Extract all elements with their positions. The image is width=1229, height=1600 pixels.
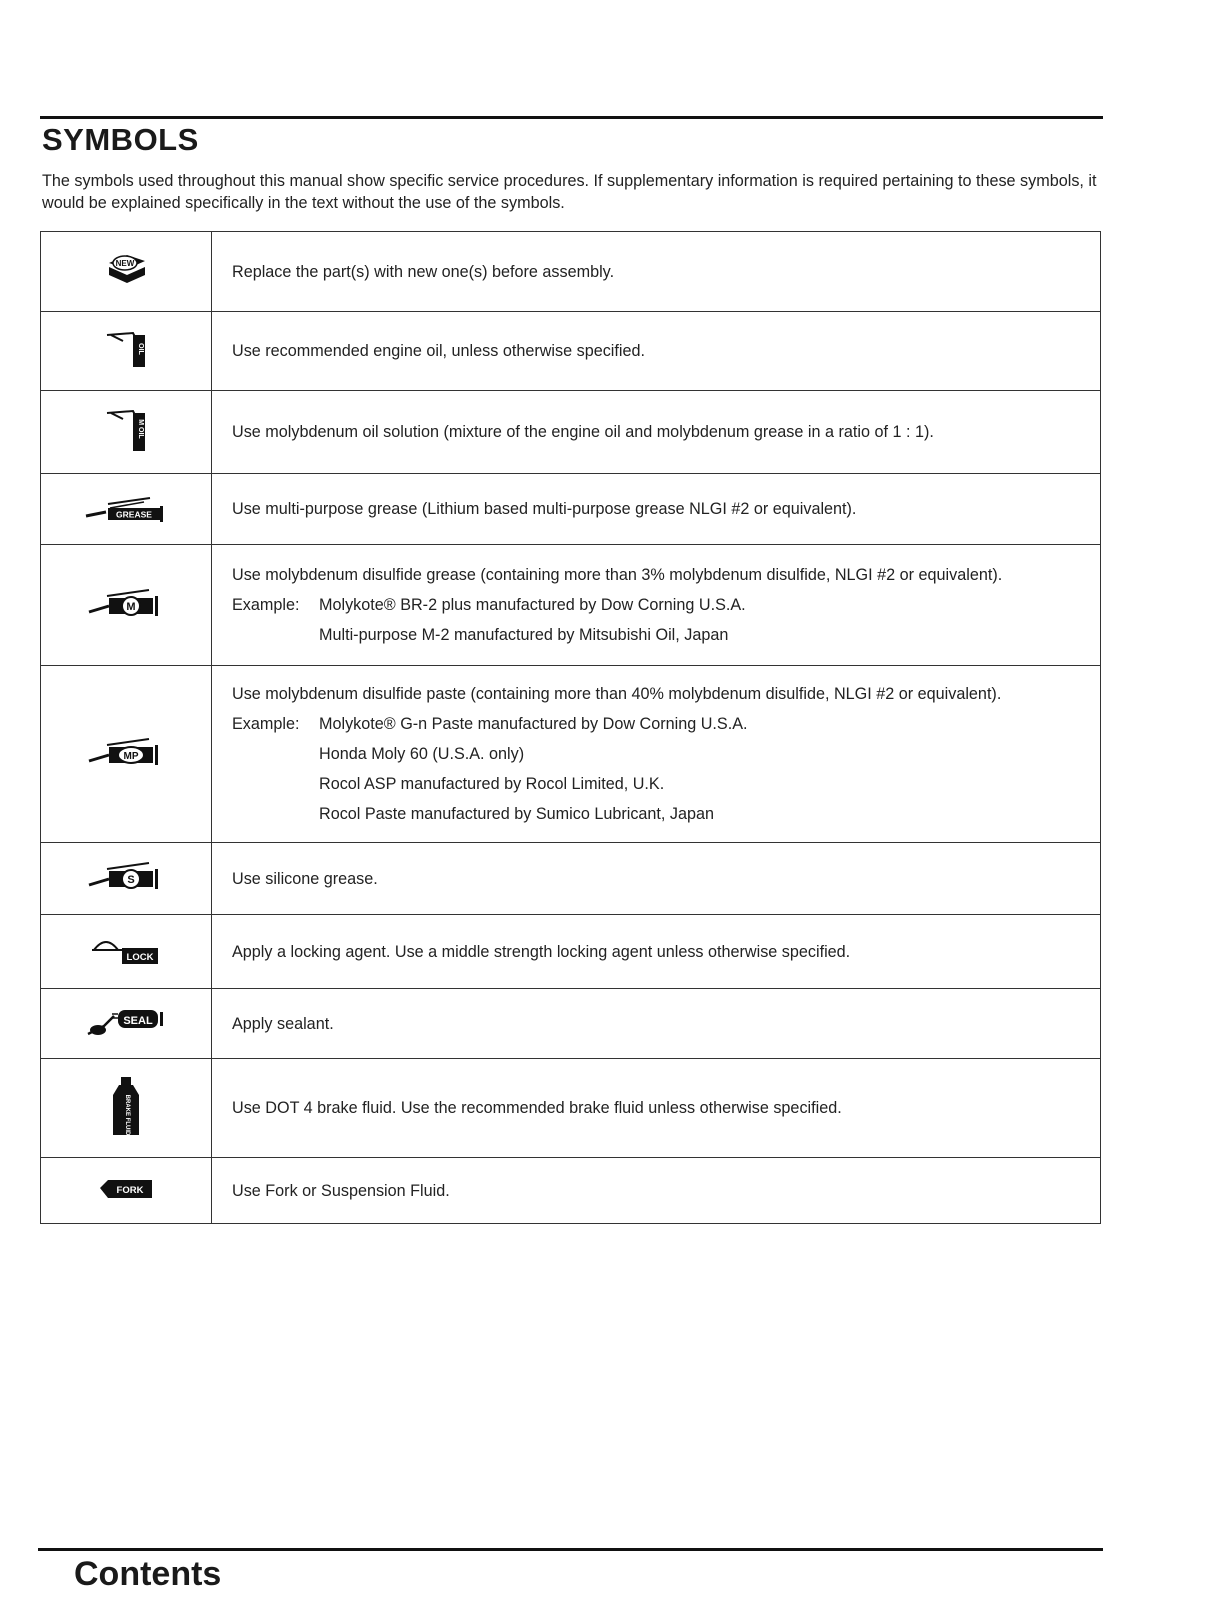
sealant-icon bbox=[84, 1015, 168, 1042]
bottom-rule bbox=[38, 1548, 1103, 1551]
symbol-row bbox=[41, 474, 1101, 545]
example-item: Molykote® BR-2 plus manufactured by Dow Corning U.S.A. bbox=[319, 596, 746, 614]
icon-cell bbox=[41, 232, 212, 312]
symbol-description: Use silicone grease. bbox=[212, 843, 1101, 915]
symbol-row bbox=[41, 989, 1101, 1059]
symbol-text: Use molybdenum disulfide paste (containing more than 40% molybdenum disulfide, NLGI #2 or equivalent). bbox=[232, 685, 1002, 703]
svg-text:M: M bbox=[126, 600, 136, 613]
example-item: Honda Moly 60 (U.S.A. only) bbox=[319, 745, 525, 763]
symbol-description: Use Fork or Suspension Fluid. bbox=[212, 1158, 1101, 1224]
svg-text:NEW: NEW bbox=[115, 259, 135, 268]
symbol-description: Use recommended engine oil, unless otherwise specified. bbox=[212, 312, 1101, 391]
grease-icon bbox=[84, 509, 168, 526]
symbol-description: Use DOT 4 brake fluid. Use the recommended brake fluid unless otherwise specified. bbox=[212, 1059, 1101, 1158]
icon-cell bbox=[41, 666, 212, 843]
moly-paste-icon bbox=[87, 750, 165, 773]
svg-text:FORK: FORK bbox=[116, 1185, 144, 1196]
icon-cell bbox=[41, 989, 212, 1059]
svg-text:SEAL: SEAL bbox=[123, 1015, 153, 1027]
symbol-row bbox=[41, 391, 1101, 474]
icon-cell bbox=[41, 1059, 212, 1158]
svg-text:S: S bbox=[127, 874, 135, 886]
symbol-description: Use multi-purpose grease (Lithium based multi-purpose grease NLGI #2 or equivalent). bbox=[212, 474, 1101, 545]
locking-agent-icon bbox=[90, 953, 162, 970]
icon-cell bbox=[41, 843, 212, 915]
icon-cell bbox=[41, 474, 212, 545]
moly-oil-icon bbox=[101, 418, 151, 459]
svg-text:M OIL: M OIL bbox=[137, 418, 144, 439]
svg-text:LOCK: LOCK bbox=[126, 952, 154, 963]
example-label: Example: bbox=[232, 715, 300, 733]
symbol-row bbox=[41, 545, 1101, 666]
symbol-description bbox=[212, 666, 1101, 843]
svg-text:GREASE: GREASE bbox=[116, 509, 152, 519]
icon-cell bbox=[41, 391, 212, 474]
engine-oil-icon bbox=[101, 342, 151, 375]
symbol-description: Apply a locking agent. Use a middle strength locking agent unless otherwise specified. bbox=[212, 915, 1101, 989]
symbol-row bbox=[41, 666, 1101, 843]
example-item: Multi-purpose M-2 manufactured by Mitsubishi Oil, Japan bbox=[319, 626, 729, 644]
symbol-row bbox=[41, 915, 1101, 989]
icon-cell bbox=[41, 1158, 212, 1224]
svg-text:BRAKE FLUID: BRAKE FLUID bbox=[124, 1094, 130, 1135]
icon-cell bbox=[41, 545, 212, 666]
symbol-text: Use molybdenum disulfide grease (containing more than 3% molybdenum disulfide, NLGI #2 or equivalent). bbox=[232, 566, 1003, 584]
symbol-description: Use molybdenum oil solution (mixture of the engine oil and molybdenum grease in a ratio of 1 : 1). bbox=[212, 391, 1101, 474]
symbol-row bbox=[41, 1158, 1101, 1224]
symbol-row bbox=[41, 232, 1101, 312]
brake-fluid-icon bbox=[111, 1094, 141, 1141]
silicone-grease-icon bbox=[87, 874, 165, 897]
top-rule bbox=[40, 116, 1103, 119]
contents-heading: Contents bbox=[74, 1555, 222, 1593]
symbol-row bbox=[41, 312, 1101, 391]
symbol-row bbox=[41, 843, 1101, 915]
svg-text:MP: MP bbox=[123, 750, 139, 762]
example-label: Example: bbox=[232, 596, 300, 614]
new-part-icon bbox=[101, 259, 151, 293]
page-title: SYMBOLS bbox=[42, 122, 199, 157]
symbol-description bbox=[212, 545, 1101, 666]
symbol-row bbox=[41, 1059, 1101, 1158]
example-item: Molykote® G-n Paste manufactured by Dow Corning U.S.A. bbox=[319, 715, 748, 733]
symbol-description: Apply sealant. bbox=[212, 989, 1101, 1059]
example-item: Rocol ASP manufactured by Rocol Limited, U.K. bbox=[319, 775, 665, 793]
fork-fluid-icon bbox=[98, 1187, 154, 1204]
intro-paragraph: The symbols used throughout this manual show specific service procedures. If supplementary information is required pertaining to these symbols, it would be explained specifically in the text without the use of the symbols. bbox=[42, 172, 1097, 212]
svg-text:OIL: OIL bbox=[137, 342, 144, 355]
symbol-description: Replace the part(s) with new one(s) before assembly. bbox=[212, 232, 1101, 312]
icon-cell bbox=[41, 915, 212, 989]
icon-cell bbox=[41, 312, 212, 391]
moly-grease-icon bbox=[87, 600, 165, 624]
symbols-table bbox=[40, 231, 1101, 1224]
example-item: Rocol Paste manufactured by Sumico Lubricant, Japan bbox=[319, 805, 715, 823]
